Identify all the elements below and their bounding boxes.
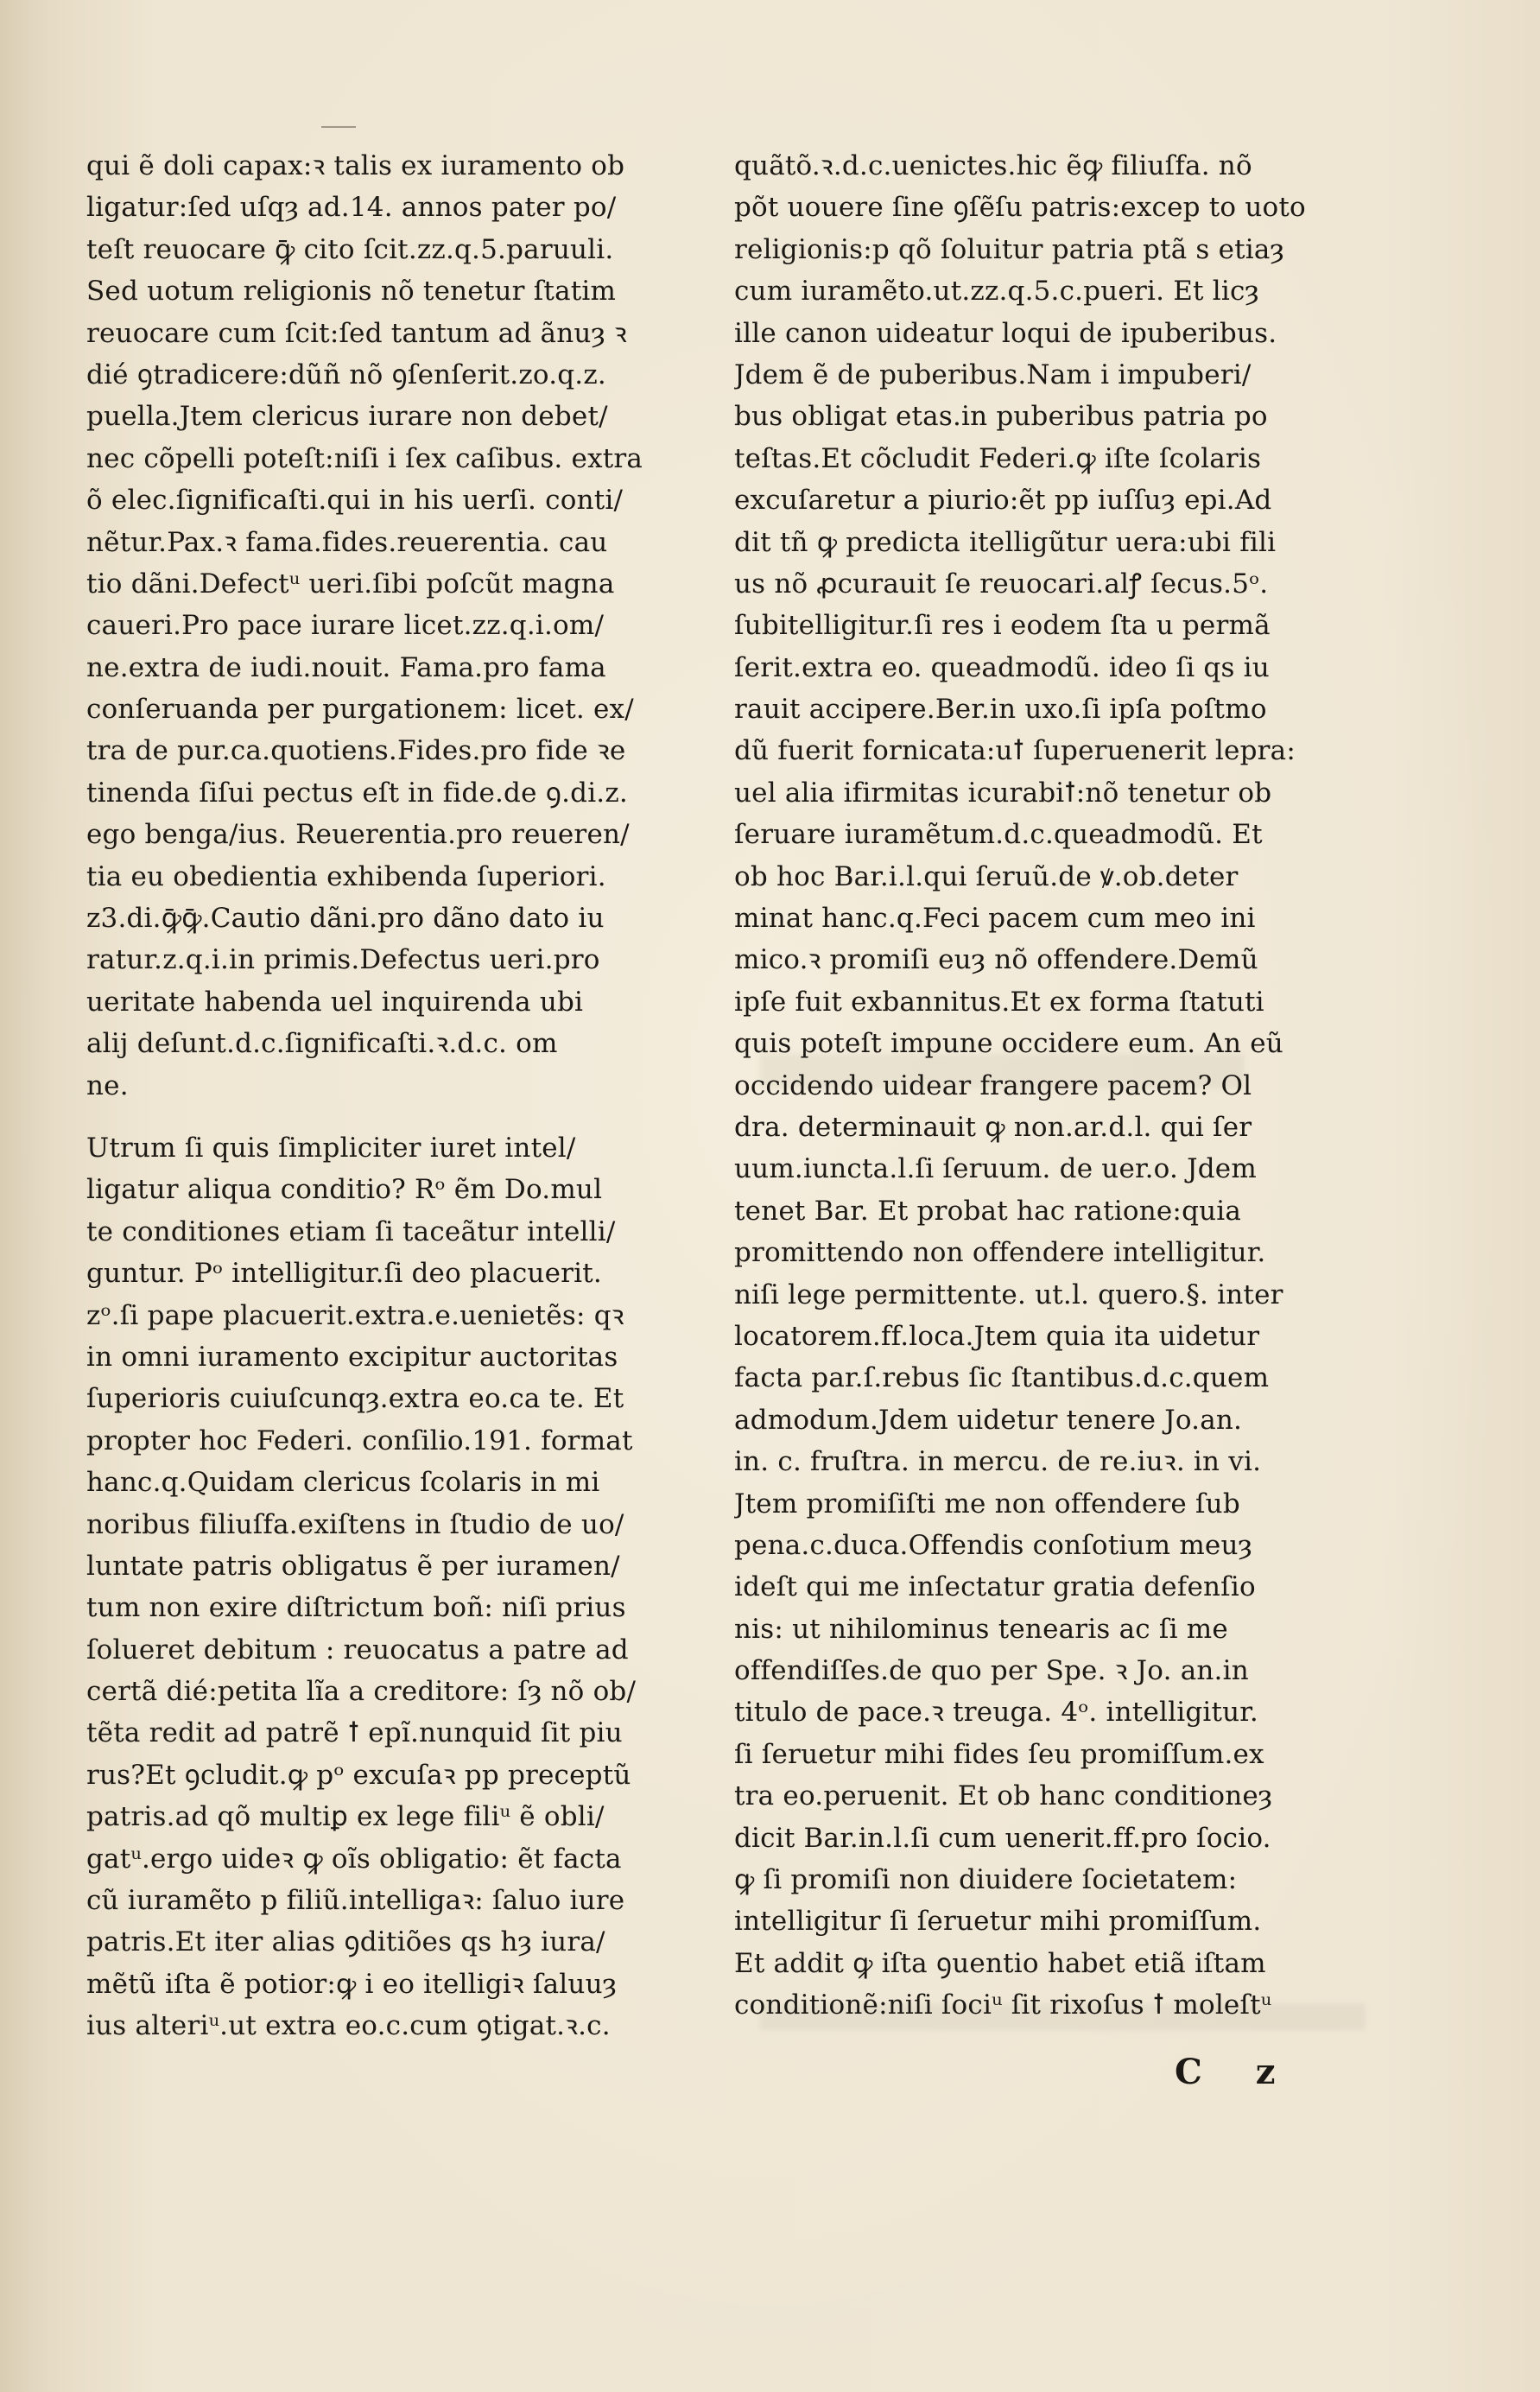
- text-line: in omni iuramento excipitur auctoritas: [86, 1341, 618, 1373]
- text-line: ꝙ ſi promiſi non diuidere ſocietatem:: [734, 1864, 1238, 1896]
- text-line: teſtas.Et cõcludit Federi.ꝙ iſte ſcolaris: [734, 442, 1262, 474]
- text-line: Jtem promiſiſti me non offendere ſub: [734, 1488, 1240, 1520]
- right-text-column: [734, 145, 1365, 2027]
- text-line: Utrum ſi quis ſimpliciter iuret intel/: [86, 1132, 576, 1164]
- text-line: Jdem ẽ de puberibus.Nam i impuberi/: [734, 358, 1252, 390]
- text-line: guntur. Pᵒ intelligitur.ſi deo placuerit.: [86, 1258, 602, 1290]
- text-line: ligatur aliqua conditio? Rᵒ ẽm Do.mul: [86, 1174, 603, 1206]
- text-line: ſubitelligitur.ſi res i eodem ſta u permã: [734, 610, 1271, 642]
- text-line: quãtõ.ꝛ.d.c.uenictes.hic ẽꝙ filiuſfa. nõ: [734, 150, 1252, 181]
- text-line: us nõ ꝓcurauit ſe reuocari.alꝭ ſecus.5ᵒ.: [734, 568, 1269, 600]
- top-pen-mark: [321, 126, 356, 128]
- text-line: qui ẽ doli capax:ꝛ talis ex iuramento ob: [86, 150, 625, 181]
- text-line: niſi lege permittente. ut.l. quero.§. inter: [734, 1278, 1283, 1310]
- text-line: religionis:p qõ ſoluitur patria ptã s etiaȝ: [734, 233, 1284, 265]
- paragraph-gap: [86, 1107, 708, 1127]
- text-line: ligatur:ſed uſqȝ ad.14. annos pater po/: [86, 192, 617, 224]
- text-line: intelligitur ſi ſeruetur mihi promiſſum.: [734, 1906, 1262, 1938]
- text-line: bus obligat etas.in puberibus patria po: [734, 401, 1268, 433]
- text-line: ob hoc Bar.i.l.qui ſeruũ.de ꝟ.ob.deter: [734, 860, 1239, 892]
- text-line: hanc.q.Quidam clericus ſcolaris in mi: [86, 1467, 600, 1499]
- text-line: ſolueret debitum : reuocatus a patre ad: [86, 1634, 629, 1666]
- text-line: tum non exire diſtrictum boñ: niſi prius: [86, 1592, 626, 1624]
- text-line: caueri.Pro pace iurare licet.zz.q.i.om/: [86, 610, 605, 642]
- text-line: zᵒ.ſi pape placuerit.extra.e.uenietẽs: qꝛ: [86, 1299, 624, 1331]
- text-line: ipſe fuit exbannitus.Et ex forma ſtatuti: [734, 986, 1264, 1018]
- text-line: certã dié:petita lĩa a creditore: ſȝ nõ ob/: [86, 1676, 637, 1708]
- text-line: tra eo.peruenit. Et ob hanc conditioneȝ: [734, 1780, 1273, 1812]
- text-line: ius alteriᵘ.ut extra eo.c.cum ꝯtigat.ꝛ.c.: [86, 2010, 611, 2042]
- text-line: z3.di.ꝙ̄ꝙ̄.Cautio dãni.pro dãno dato iu: [86, 903, 605, 935]
- text-line: quis poteſt impune occidere eum. An eũ: [734, 1028, 1283, 1060]
- text-line: in. c. fruſtra. in mercu. de re.iuꝛ. in vi.: [734, 1446, 1262, 1478]
- text-line: nẽtur.Pax.ꝛ fama.fides.reuerentia. cau: [86, 526, 608, 558]
- text-line: gatᵘ.ergo uideꝛ ꝙ oĩs obligatio: ẽt facta: [86, 1843, 622, 1875]
- text-line: noribus filiuſfa.exiſtens in ſtudio de uo/: [86, 1508, 624, 1540]
- text-line: mẽtũ iſta ẽ potior:ꝙ i eo itelligiꝛ ſaluuȝ: [86, 1968, 618, 2000]
- text-line: facta par.ſ.rebus ſic ſtantibus.d.c.quem: [734, 1362, 1270, 1394]
- text-line: ſerit.extra eo. queadmodũ. ideo ſi qs iu: [734, 651, 1270, 683]
- text-line: dicit Bar.in.l.ſi cum uenerit.ff.pro ſocio.: [734, 1822, 1271, 1854]
- text-line: tio dãni.Defectᵘ ueri.ſibi poſcũt magna: [86, 568, 615, 600]
- text-line: ueritate habenda uel inquirenda ubi: [86, 986, 584, 1018]
- text-line: Sed uotum religionis nõ tenetur ſtatim: [86, 276, 617, 308]
- text-line: cũ iuramẽto p filiũ.intelligaꝛ: ſaluo iure: [86, 1885, 625, 1917]
- text-line: dié ꝯtradicere:dũñ nõ ꝯſenſerit.zo.q.z.: [86, 358, 606, 390]
- left-text-column: [86, 145, 708, 2047]
- text-line: offendiſſes.de quo per Spe. ꝛ Jo. an.in: [734, 1655, 1249, 1687]
- signature-mark: C z: [1175, 2052, 1296, 2092]
- text-line: titulo de pace.ꝛ treuga. 4ᵒ. intelligitur.: [734, 1697, 1258, 1729]
- text-line: occidendo uidear frangere pacem? Ol: [734, 1069, 1252, 1101]
- text-line: rauit accipere.Ber.in uxo.ſi ipſa poſtmo: [734, 694, 1267, 726]
- text-line: ne.: [86, 1069, 129, 1101]
- text-line: excuſaretur a piurio:ẽt pp iuſſuȝ epi.Ad: [734, 485, 1272, 517]
- text-line: conditionẽ:niſi ſociᵘ ſit rixoſus ꝉ moleſtᵘ: [734, 1989, 1272, 2021]
- text-line: teſt reuocare ꝙ̄ cito ſcit.zz.q.5.paruuli.: [86, 233, 614, 265]
- text-line: õ elec.ſignificaſti.qui in his uerſi. conti/: [86, 485, 624, 517]
- text-line: tinenda ſiſui pectus eſt in fide.de ꝯ.di.z.: [86, 777, 628, 809]
- text-line: luntate patris obligatus ẽ per iuramen/: [86, 1550, 620, 1582]
- text-line: patris.Et iter alias ꝯditiões qs hȝ iura/: [86, 1926, 605, 1958]
- text-line: alij deſunt.d.c.ſignificaſti.ꝛ.d.c. om: [86, 1028, 558, 1060]
- text-line: ſuperioris cuiuſcunqȝ.extra eo.ca te. Et: [86, 1383, 624, 1415]
- text-line: põt uouere ſine ꝯſẽſu patris:excep to uoto: [734, 192, 1306, 224]
- text-line: dũ fuerit fornicata:uꝉ ſuperuenerit lepra:: [734, 735, 1296, 767]
- text-line: ille canon uideatur loqui de ipuberibus.: [734, 317, 1277, 349]
- text-line: ratur.z.q.i.in primis.Defectus ueri.pro: [86, 944, 600, 976]
- text-line: Et addit ꝙ iſta ꝯuentio habet etiã iſtam: [734, 1947, 1266, 1979]
- text-line: uum.iuncta.l.ſi ſeruum. de uer.o. Jdem: [734, 1153, 1257, 1185]
- text-line: dra. determinauit ꝙ non.ar.d.l. qui ſer: [734, 1111, 1252, 1143]
- text-line: puella.Jtem clericus iurare non debet/: [86, 401, 608, 433]
- text-line: tia eu obedientia exhibenda ſuperiori.: [86, 860, 606, 892]
- text-line: admodum.Jdem uidetur tenere Jo.an.: [734, 1404, 1243, 1436]
- text-line: tenet Bar. Et probat hac ratione:quia: [734, 1195, 1242, 1227]
- text-line: dit tñ ꝙ predicta itelligũtur uera:ubi fili: [734, 526, 1277, 558]
- text-line: ego benga/ius. Reuerentia.pro reueren/: [86, 819, 630, 851]
- text-line: mico.ꝛ promiſi euȝ nõ offendere.Demũ: [734, 944, 1258, 976]
- text-line: uel alia ifirmitas icurabiꝉ:nõ tenetur ob: [734, 777, 1272, 809]
- text-line: ſeruare iuramẽtum.d.c.queadmodũ. Et: [734, 819, 1263, 851]
- text-line: pena.c.duca.Offendis conſotium meuȝ: [734, 1529, 1252, 1561]
- text-line: conſeruanda per purgationem: licet. ex/: [86, 694, 634, 726]
- text-line: nis: ut nihilominus tenearis ac ſi me: [734, 1613, 1228, 1645]
- text-line: locatorem.ff.loca.Jtem quia ita uidetur: [734, 1320, 1260, 1352]
- text-line: patris.ad qõ multiꝑ ex lege filiᵘ ẽ obli/: [86, 1801, 605, 1833]
- text-line: ſi ſeruetur mihi fides ſeu promiſſum.ex: [734, 1738, 1264, 1770]
- text-line: tra de pur.ca.quotiens.Fides.pro fide ꝛe: [86, 735, 626, 767]
- text-line: propter hoc Federi. conſilio.191. format: [86, 1424, 633, 1456]
- text-line: rus?Et ꝯcludit.ꝙ pᵒ excuſaꝛ pp preceptũ: [86, 1759, 631, 1791]
- text-line: te conditiones etiam ſi taceãtur intelli/: [86, 1215, 616, 1247]
- text-line: ne.extra de iudi.nouit. Fama.pro fama: [86, 651, 606, 683]
- text-line: tẽta redit ad patrẽ ꝉ epĩ.nunquid ſit piu: [86, 1717, 623, 1749]
- text-line: nec cõpelli poteſt:niſi i ſex caſibus. extra: [86, 442, 643, 474]
- text-line: minat hanc.q.Feci pacem cum meo ini: [734, 903, 1256, 935]
- text-line: ideſt qui me inſectatur gratia defenſio: [734, 1571, 1256, 1603]
- text-line: cum iuramẽto.ut.zz.q.5.c.pueri. Et licȝ: [734, 276, 1259, 308]
- text-line: reuocare cum ſcit:ſed tantum ad ãnuȝ ꝛ: [86, 317, 627, 349]
- text-line: promittendo non offendere intelligitur.: [734, 1237, 1266, 1269]
